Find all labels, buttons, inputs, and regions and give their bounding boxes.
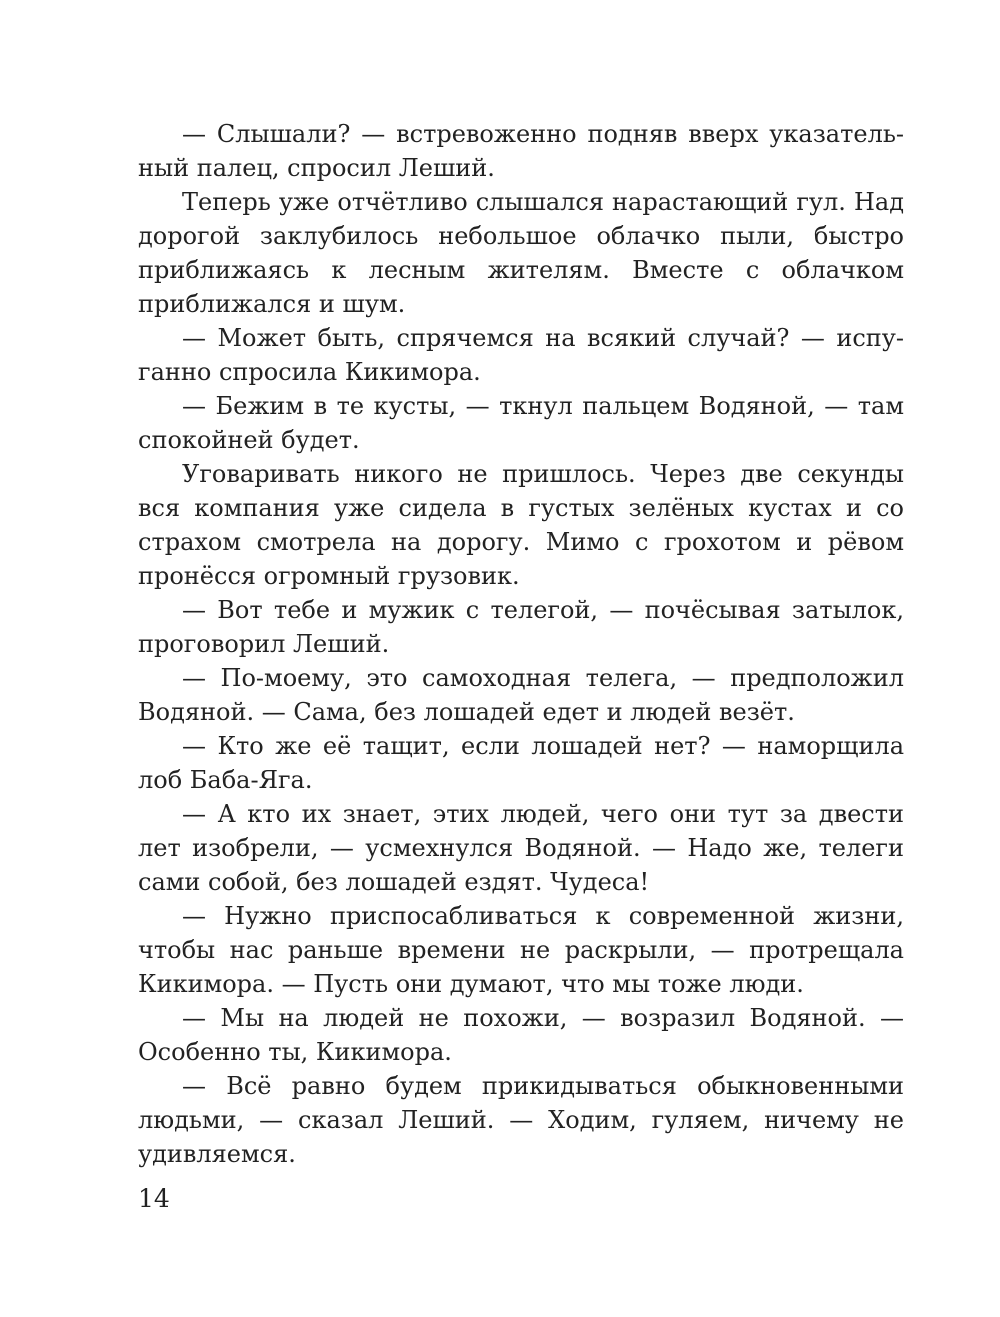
paragraph: Теперь уже отчётливо слышался нарастающий гул. Над дорогой заклубилось небольшое облачко пыли, быстро приближаясь к лесным жителям. Вместе с облачком приближался и шум. xyxy=(138,188,904,318)
paragraph: — Кто же её тащит, если лошадей нет? — наморщила лоб Баба-Яга. xyxy=(138,732,904,794)
paragraph: — Бежим в те кусты, — ткнул пальцем Водяной, — там спокойней будет. xyxy=(138,392,904,454)
page-text xyxy=(138,117,904,1171)
paragraph: — Мы на людей не похожи, — возразил Водяной. — Особенно ты, Кикимора. xyxy=(138,1004,904,1066)
paragraph: — Слышали? — встревоженно подняв вверх указательный палец, спросил Леший. xyxy=(138,120,904,182)
paragraph: — По-моему, это самоходная телега, — предположил Водяной. — Сама, без лошадей едет и людей везёт. xyxy=(138,664,904,726)
paragraph: — Может быть, спрячемся на всякий случай? — испуганно спросила Кикимора. xyxy=(138,324,904,386)
paragraph: Уговаривать никого не пришлось. Через две секунды вся компания уже сидела в густых зелёных кустах и со страхом смотрела на дорогу. Мимо с грохотом и рёвом пронёсся огромный грузовик. xyxy=(138,460,904,590)
paragraph: — Нужно приспосабливаться к современной жизни, чтобы нас раньше времени не раскрыли, — протрещала Кикимора. — Пусть они думают, что мы тоже люди. xyxy=(138,902,904,998)
page-number: 14 xyxy=(138,1184,170,1213)
paragraph: — Вот тебе и мужик с телегой, — почёсывая затылок, проговорил Леший. xyxy=(138,596,904,658)
paragraph: — Всё равно будем прикидываться обыкновенными людьми, — сказал Леший. — Ходим, гуляем, ничему не удивляемся. xyxy=(138,1072,904,1168)
paragraph: — А кто их знает, этих людей, чего они тут за двести лет изобрели, — усмехнулся Водяной. — Надо же, телеги сами собой, без лошадей ездят. Чудеса! xyxy=(138,800,904,896)
